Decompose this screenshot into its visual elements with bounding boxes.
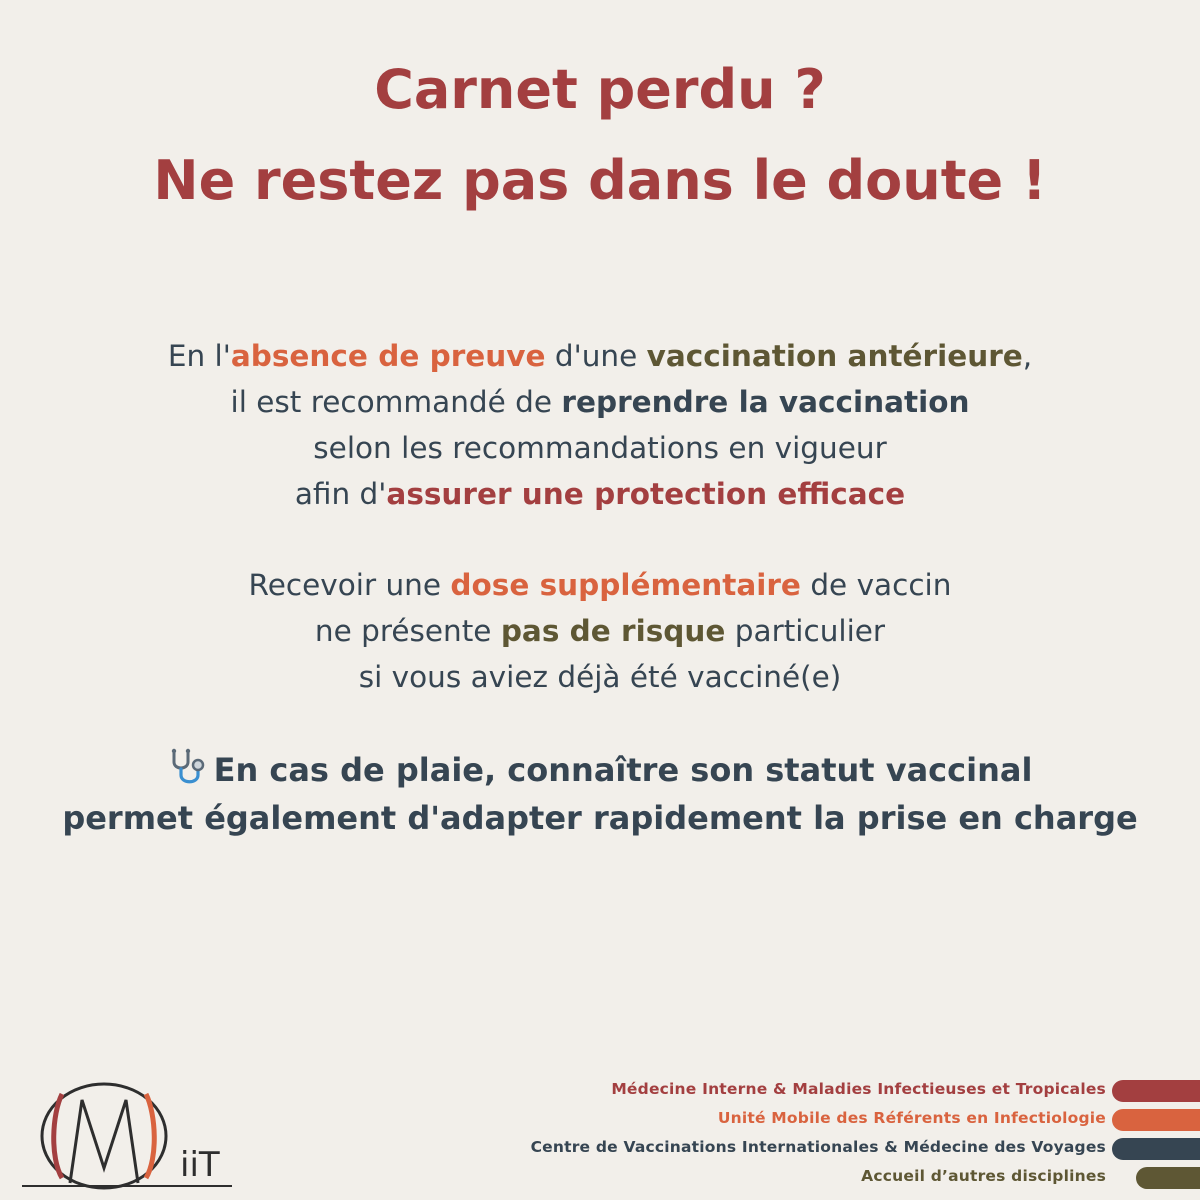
highlight-vaccination-anterieure: vaccination antérieure xyxy=(646,339,1023,373)
unit-list xyxy=(520,1078,1200,1194)
unit-color-bar xyxy=(1112,1080,1200,1102)
text: selon les recommandations en vigueur xyxy=(313,431,887,465)
miit-logo xyxy=(22,1078,242,1190)
unit-color-bar xyxy=(1112,1138,1200,1160)
unit-label: Médecine Interne & Maladies Infectieuses et Tropicales xyxy=(611,1080,1106,1098)
wound-note xyxy=(0,746,1200,842)
highlight-dose-supplementaire: dose supplémentaire xyxy=(450,568,801,602)
text: En l' xyxy=(167,339,231,373)
text: , xyxy=(1022,339,1033,373)
unit-label: Centre de Vaccinations Internationales & Médecine des Voyages xyxy=(530,1138,1106,1156)
page-title xyxy=(0,44,1200,226)
unit-color-bar xyxy=(1136,1167,1200,1189)
paragraph-extra-dose xyxy=(0,562,1200,700)
unit-label: Unité Mobile des Référents en Infectiologie xyxy=(717,1109,1106,1127)
unit-color-bar xyxy=(1112,1109,1200,1131)
unit-item-medecine-interne xyxy=(520,1078,1200,1104)
unit-item-centre-vaccinations xyxy=(520,1136,1200,1162)
text: ne présente xyxy=(314,614,501,648)
text: Recevoir une xyxy=(248,568,451,602)
stethoscope-icon xyxy=(168,748,208,786)
unit-item-accueil xyxy=(520,1165,1200,1191)
title-line-1: Carnet perdu ? xyxy=(374,58,826,121)
unit-item-unite-mobile xyxy=(520,1107,1200,1133)
highlight-pas-de-risque: pas de risque xyxy=(500,614,726,648)
text: de vaccin xyxy=(800,568,952,602)
text: afin d' xyxy=(294,477,387,511)
text: il est recommandé de xyxy=(230,385,562,419)
text: particulier xyxy=(725,614,886,648)
title-line-2: Ne restez pas dans le doute ! xyxy=(153,149,1047,212)
logo-graphic xyxy=(22,1078,242,1190)
unit-label: Accueil d’autres disciplines xyxy=(861,1167,1106,1185)
logo-text: iiT xyxy=(180,1145,220,1185)
note-line-1: En cas de plaie, connaître son statut vaccinal xyxy=(213,751,1033,789)
text: d'une xyxy=(545,339,647,373)
text: si vous aviez déjà été vacciné(e) xyxy=(358,660,842,694)
highlight-reprendre-vaccination: reprendre la vaccination xyxy=(561,385,970,419)
highlight-protection-efficace: assurer une protection efficace xyxy=(386,477,906,511)
paragraph-recommendation xyxy=(0,333,1200,517)
note-line-2: permet également d'adapter rapidement la prise en charge xyxy=(62,799,1138,837)
highlight-absence-de-preuve: absence de preuve xyxy=(230,339,546,373)
